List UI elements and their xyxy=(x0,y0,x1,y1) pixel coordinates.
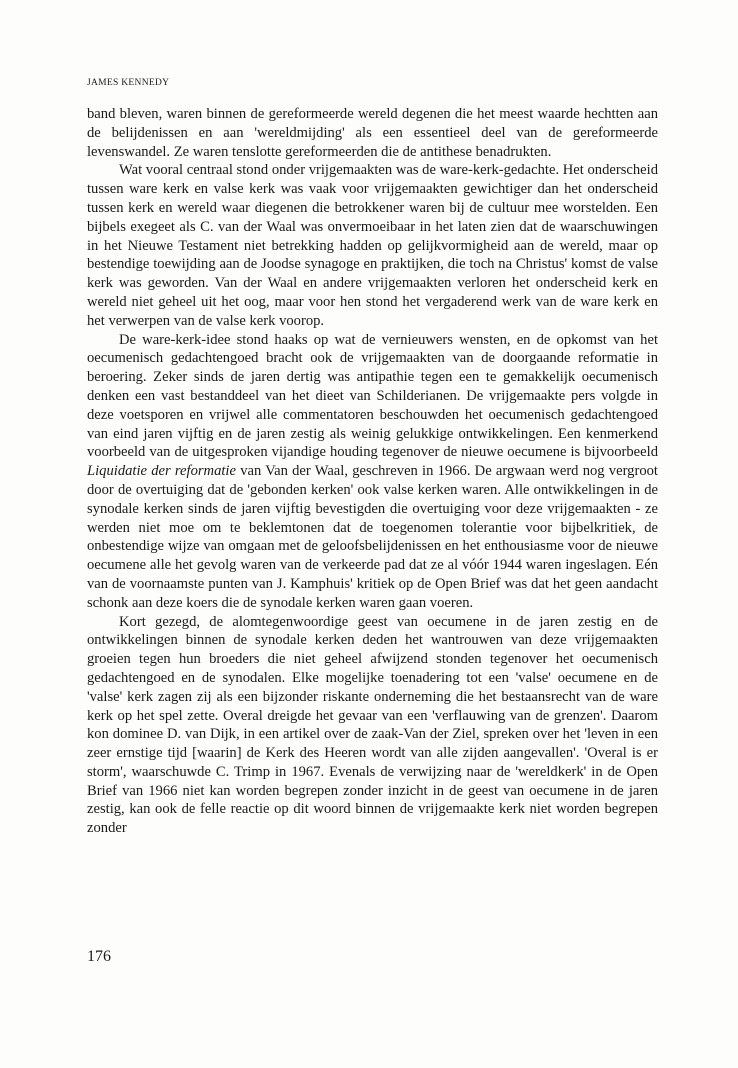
paragraph-text: van Van der Waal, geschreven in 1966. De argwaan werd nog vergroot door de overtuiging dat de 'gebonden kerken' ook valse kerken waren. Alle ontwikkelingen in de synodale kerken sinds de jaren vijftig bevestigden die overtuiging voor deze vrijgemaakten - ze werden niet moe om te beklemtonen dat de toegenomen tolerantie voor bijbelkritiek, de onbestendige wijze van omgaan met de geloofsbelijdenissen en het enthousiasme voor de nieuwe oecumene alle het gevolg waren van de verkeerde pad dat ze al vóór 1944 waren ingeslagen. Eén van de voornaamste punten van J. Kamphuis' kritiek op de Open Brief was dat het geen aandacht schonk aan deze koers die de synodale kerken waren gaan voeren. xyxy=(87,463,658,611)
body-text xyxy=(87,105,658,838)
paragraph xyxy=(87,161,658,330)
page-number: 176 xyxy=(87,948,111,965)
paragraph-text: Wat vooral centraal stond onder vrijgemaakten was de ware-kerk-gedachte. Het onderscheid tussen ware kerk en valse kerk was vaak voor vrijgemaakten gewichtiger dan het onderscheid tussen kerk en wereld waar diegenen die betrokkener waren bij de cultuur mee worstelden. Een bijbels exegeet als C. van der Waal was onvermoeibaar in het laten zien dat de waarschuwingen in het Nieuwe Testament niet betrekking hadden op gelijkvormigheid aan de wereld, maar op bestendige toewijding aan de Joodse synagoge en praktijken, die toch na Christus' komst de valse kerk was geworden. Van der Waal en andere vrijgemaakten verloren het onderscheid kerk en wereld niet geheel uit het oog, maar voor hen stond het vergaderend werk van de ware kerk en het verwerpen van de valse kerk voorop. xyxy=(87,162,658,329)
paragraph xyxy=(87,105,658,161)
paragraph-text: De ware-kerk-idee stond haaks op wat de vernieuwers wensten, en de opkomst van het oecumenisch gedachtengoed bracht ook de vrijgemaakten van de doorgaande reformatie in beroering. Zeker sinds de jaren dertig was antipathie tegen een te gemakkelijk oecumenisch denken een vast bestanddeel van het dieet van Schilderianen. De vrijgemaakte pers volgde in deze voetsporen en vrijwel alle commentatoren beschouwden het oecumenisch gedachtengoed van eind jaren vijftig en de jaren zestig als weinig gelukkige ontwikkelingen. Een kenmerkend voorbeeld van de uitgesproken vijandige houding tegenover de nieuwe oecumene is bijvoorbeeld xyxy=(87,331,658,461)
book-title-italic: Liquidatie der reformatie xyxy=(87,463,236,480)
paragraph-text: band bleven, waren binnen de gereformeerde wereld degenen die het meest waarde hechtten aan de belijdenissen en aan 'wereldmijding' als een essentieel deel van de gereformeerde levenswandel. Ze waren tenslotte gereformeerden die de antithese benadrukten. xyxy=(87,106,658,160)
paragraph xyxy=(87,331,658,613)
paragraph xyxy=(87,613,658,839)
running-head: JAMES KENNEDY xyxy=(87,78,170,88)
paragraph-text: Kort gezegd, de alomtegenwoordige geest van oecumene in de jaren zestig en de ontwikkelingen binnen de synodale kerken deden het wantrouwen van deze vrijgemaakten groeien tegen hun broeders die niet geheel afwijzend stonden tegenover het oecumenisch gedachtengoed en de synodalen. Elke mogelijke toenadering tot een 'valse' oecumene en de 'valse' kerk zagen zij als een bijzonder riskante onderneming die het bestaansrecht van de ware kerk op het spel zette. Overal dreigde het gevaar van een 'verflauwing van de grenzen'. Daarom kon dominee D. van Dijk, in een artikel over de zaak-Van der Ziel, spreken over het 'leven in een zeer ernstige tijd [waarin] de Kerk des Heeren wordt van alle zijden aangevallen'. 'Overal is er storm', waarschuwde C. Trimp in 1967. Evenals de verwijzing naar de 'wereldkerk' in de Open Brief van 1966 niet kan worden begrepen zonder inzicht in de geest van oecumene in de jaren zestig, kan ook de felle reactie op dit woord binnen de vrijgemaakte kerk niet worden begrepen zonder xyxy=(87,613,658,837)
